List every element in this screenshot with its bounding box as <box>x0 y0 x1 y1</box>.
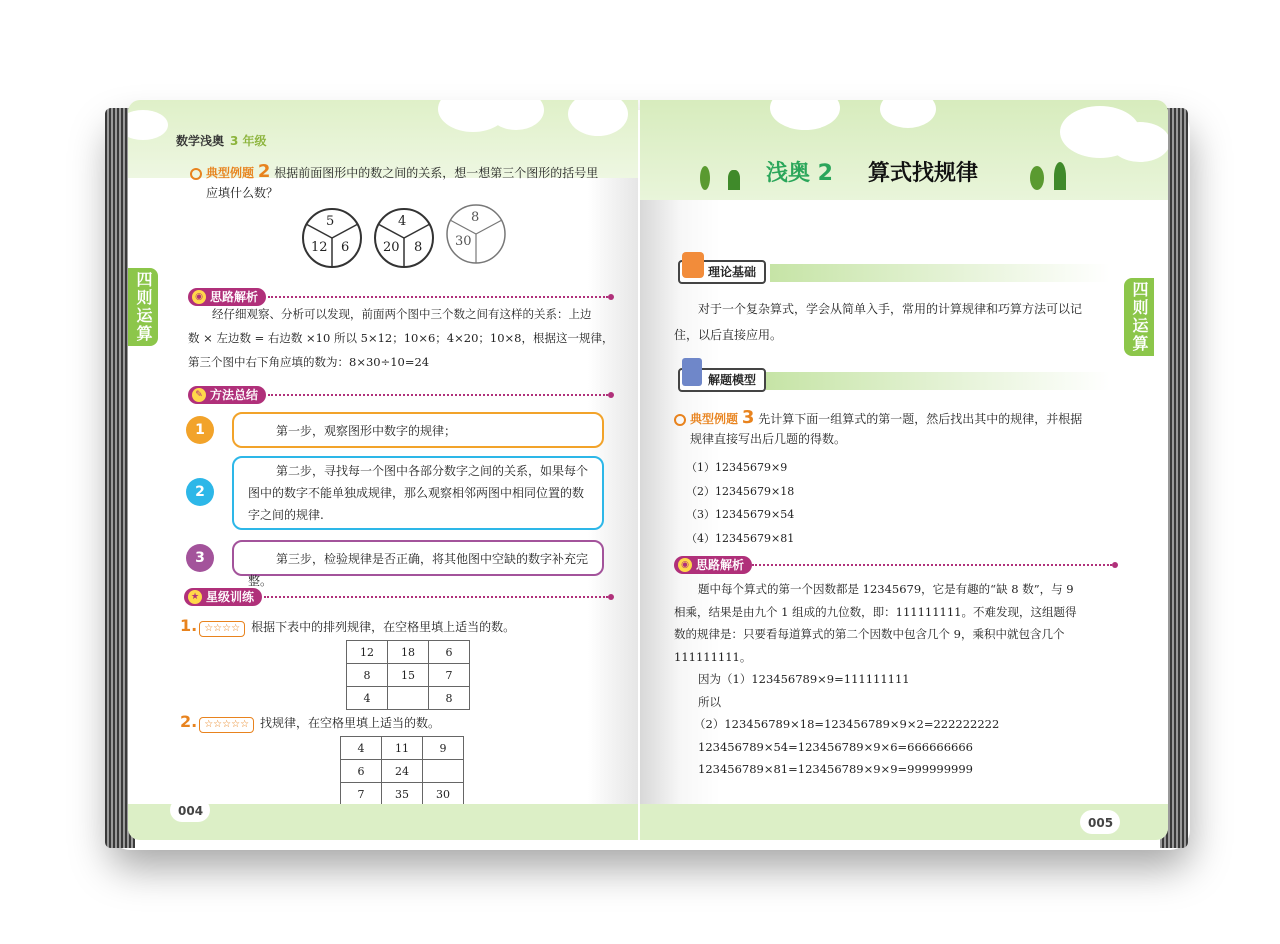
example-text: 根据前面图形中的数之间的关系，想一想第三个图形的括号里 <box>274 166 599 180</box>
right-page <box>640 100 1168 840</box>
table-row: 4 8 <box>347 687 470 710</box>
lightbulb-icon: ◉ <box>678 558 692 572</box>
difficulty-stars-icon: ☆☆☆☆☆ <box>199 717 254 733</box>
tree-icon <box>728 170 740 190</box>
circle3-top: 8 <box>471 210 480 225</box>
left-page <box>128 100 638 840</box>
example-text: 应填什么数？ <box>206 186 279 200</box>
section-divider-end <box>608 392 614 398</box>
cloud-decoration <box>1110 122 1168 162</box>
step-1-badge: 1 <box>186 416 214 444</box>
example-2-block <box>190 162 620 203</box>
bullet-icon <box>190 168 202 180</box>
circle2-right: 8 <box>414 240 423 255</box>
table-row: 4 11 9 <box>341 737 464 760</box>
theory-tag: 理论基础 <box>678 260 766 284</box>
table-row: 12 18 6 <box>347 641 470 664</box>
bullet-icon <box>674 414 686 426</box>
example-3-block: 典型例题 3 先计算下面一组算式的第一题，然后找出其中的规律，并根据 规律直接写出后几题的得数。 <box>674 408 1124 449</box>
lesson-title: 算式找规律 <box>868 161 979 186</box>
step-3-box: 第三步，检验规律是否正确，将其他图中空缺的数字补充完整。 <box>232 540 604 576</box>
training-question-2: 2. ☆☆☆☆☆ 找规律，在空格里填上适当的数。 <box>180 712 441 731</box>
grade-label: 3 年级 <box>230 134 267 148</box>
step-1-box: 第一步，观察图形中数字的规律； <box>232 412 604 448</box>
chapter-side-tab: 四则运算 <box>1124 278 1154 356</box>
section-divider-end <box>608 294 614 300</box>
example-number: 2 <box>257 161 271 182</box>
circle3-left: 30 <box>455 234 472 249</box>
theory-text: 对于一个复杂算式，学会从简单入手，常用的计算规律和巧算方法可以记 住，以后直接应用。 <box>674 302 1083 342</box>
analysis-text: 经仔细观察、分析可以发现，前面两个图中三个数之间有这样的关系：上边 数 × 左边数 = 右边数 ×10 所以 5×12；10×6；4×20；10×8，根据这一规律， 第三个图中右下角应填的数为：8×30÷10=24 <box>188 307 614 369</box>
list-item: （1）12345679×9 <box>686 461 788 474</box>
table-row: 8 15 7 <box>347 664 470 687</box>
method-section-title: ✎ 方法总结 <box>188 386 266 404</box>
step-2-badge: 2 <box>186 478 214 506</box>
list-item: （3）12345679×54 <box>686 508 795 521</box>
training-section-title: ★ 星级训练 <box>184 588 262 606</box>
table-question-1 <box>346 640 470 710</box>
book-character-icon <box>682 252 704 278</box>
analysis-section-title: ◉ 思路解析 <box>188 288 266 306</box>
tree-icon <box>1054 162 1066 190</box>
example-label: 典型例题 <box>206 166 255 180</box>
tag-bar-decoration <box>770 264 1110 282</box>
list-item: （2）12345679×18 <box>686 484 795 498</box>
analysis-text: 题中每个算式的第一个因数都是 12345679，它是有趣的“缺 8 数”，与 9 相乘，结果是由九个 1 组成的九位数，即：111111111。不难发现，这组题得 数的规律是：只要看每道算式的第二个因数中包含几个 9，乘积中就包含几个 111111111。 因为（1）123456789×9=111111111 所以 （2）123456789×18=123456789×9×2=222222222 123456789×54=123456789×9×6=666666666 123456789×81=123456789×9×9=999999999 <box>674 582 1077 776</box>
training-question-1: 1. ☆☆☆☆ 根据下表中的排列规律，在空格里填上适当的数。 <box>180 616 516 635</box>
section-divider <box>752 564 1112 566</box>
tag-bar-decoration <box>766 372 1110 390</box>
section-divider <box>264 596 608 598</box>
book-title: 数学浅奥 <box>176 134 225 148</box>
table-question-2 <box>340 736 464 806</box>
circle1-left: 12 <box>311 240 328 255</box>
circle2-top: 4 <box>398 214 407 229</box>
section-divider-end <box>1112 562 1118 568</box>
section-divider-end <box>608 594 614 600</box>
step-2-box: 第二步，寻找每一个图中各部分数字之间的关系，如果每个 图中的数字不能单独成规律，那么观察相邻两图中相同位置的数 字之间的规律. <box>232 456 604 530</box>
section-divider <box>268 296 608 298</box>
table-row: 6 24 <box>341 760 464 783</box>
notebook-character-icon <box>682 358 702 386</box>
section-divider <box>268 394 608 396</box>
page-header <box>176 132 267 149</box>
step-3-badge: 3 <box>186 544 214 572</box>
analysis-section-title: ◉ 思路解析 <box>674 556 752 574</box>
tree-icon <box>700 166 710 190</box>
star-icon: ★ <box>188 590 202 604</box>
tree-icon <box>1030 166 1044 190</box>
lightbulb-icon: ◉ <box>192 290 206 304</box>
circle2-left: 20 <box>383 240 400 255</box>
page-number: 005 <box>1088 816 1114 830</box>
circle1-right: 6 <box>341 240 350 255</box>
example-3-items <box>686 456 794 550</box>
lesson-number-title: 浅奥 2 <box>766 161 833 186</box>
list-item: （4）12345679×81 <box>686 531 795 545</box>
circle1-top: 5 <box>326 214 335 229</box>
table-row: 7 35 30 <box>341 783 464 806</box>
pencil-icon: ✎ <box>192 388 206 402</box>
difficulty-stars-icon: ☆☆☆☆ <box>199 621 245 637</box>
model-tag: 解题模型 <box>678 368 766 392</box>
page-number: 004 <box>178 804 204 818</box>
chapter-side-tab: 四则运算 <box>128 268 158 346</box>
